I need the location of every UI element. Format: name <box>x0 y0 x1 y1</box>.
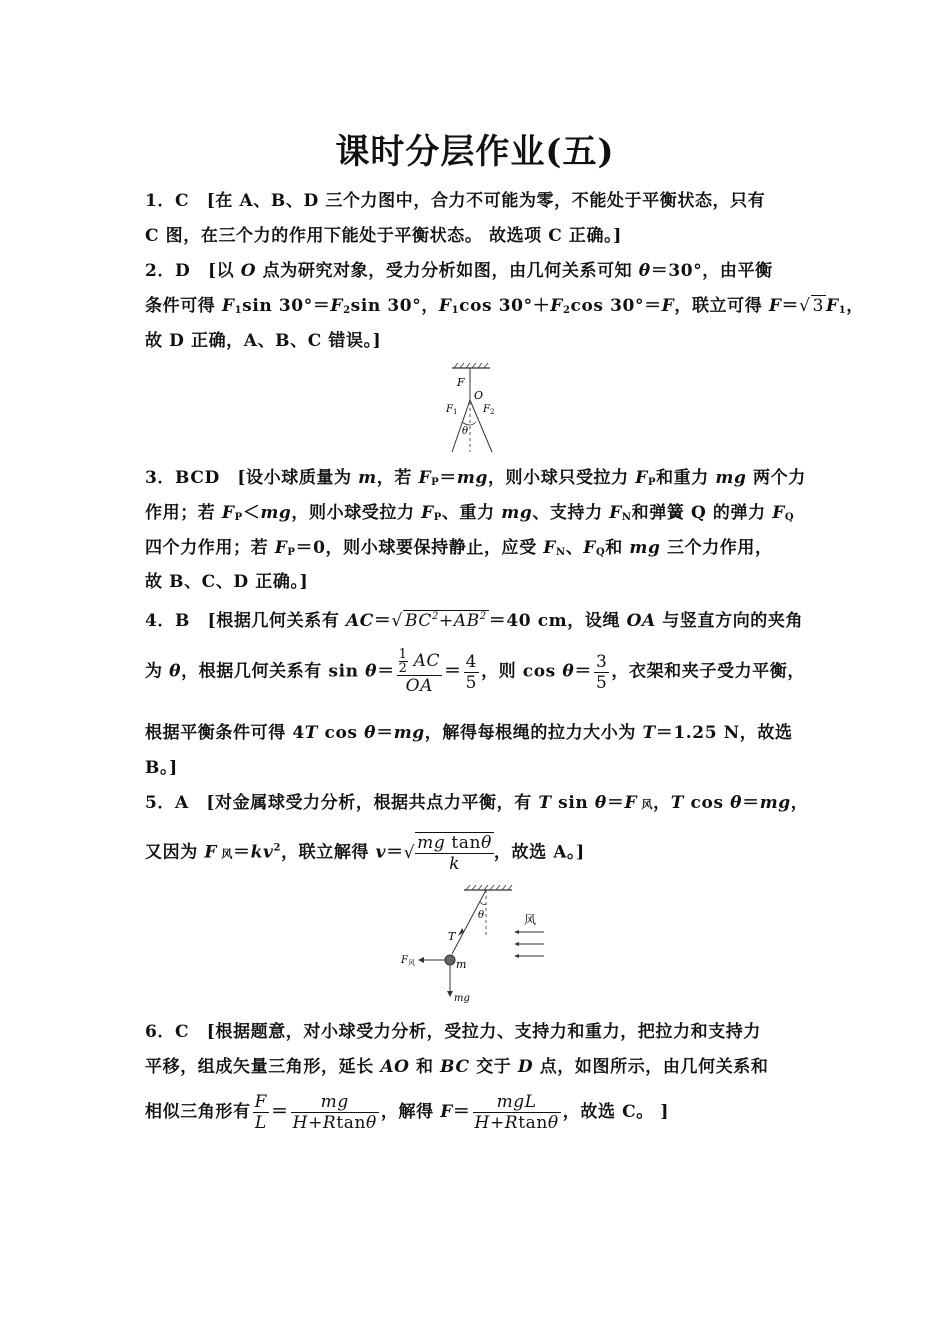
q3-line-3: 四个力作用；若 $F_P=0$，则小球要保持静止，应受 $F_N$、$F_Q$和 mg 三个力作用， <box>145 538 773 558</box>
wind-force-arrowhead <box>418 957 424 963</box>
fraction-4-5: $\frac{4}{5}$ <box>465 651 478 693</box>
fig1-label-F1: $F_1$ <box>446 404 458 416</box>
q3-line-2: 作用；若 $F_P<mg$，则小球受拉力 $F_P$、重力 mg、支持力 $F_N$和弹簧 Q 的弹力 $F_Q$ <box>145 503 795 523</box>
fig2-label-m: m <box>456 958 467 971</box>
metal-ball <box>445 955 455 965</box>
tension-arrowhead <box>458 928 464 936</box>
fig1-label-O: O <box>474 389 484 402</box>
fraction-half-ac-over-oa: $\frac{1}{2}$ AC OA <box>398 647 441 696</box>
fraction-mg-over-H-Rtan: $\frac{mg}{H+Rtan\theta}$ <box>292 1092 377 1133</box>
q2-line-2: 条件可得 $F_1\sin$ $30^\circ=F_2\sin$ 30°，$F_1\cos$ $30^\circ+F_2\cos$ 30°＝F，联立可得 F＝√ 3 $F_1$， <box>145 296 864 316</box>
q4-line-1: 4．B [根据几何关系有 AC＝√ $BC^2+AB^2 =40$ cm，设绳 OA 与竖直方向的夹角 <box>145 611 804 631</box>
angle-arc <box>462 422 476 425</box>
page-title: 课时分层作业(五) <box>335 132 615 172</box>
fig1-label-F: F <box>457 376 465 389</box>
fraction-3-5: $\frac{3}{5}$ <box>595 651 608 693</box>
q3-line-4: 故 B、C、D 正确。] <box>145 572 309 592</box>
fraction-F-over-L: $\frac{F}{L}$ <box>254 1092 268 1133</box>
q4-line-3: 根据平衡条件可得 4T cos θ＝mg，解得每根绳的拉力大小为 T＝1.25 N，故选 <box>145 723 793 743</box>
q2-line-3: 故 D 正确，A、B、C 错误。] <box>145 331 382 351</box>
fig2-label-mg: mg <box>454 993 470 1004</box>
q4-line-4: B。] <box>145 758 178 778</box>
wind-arrowhead <box>514 954 519 958</box>
q6-line-1: 6．C [根据题意，对小球受力分析，受拉力、支持力和重力，把拉力和支持力 <box>145 1022 762 1042</box>
ceiling-hatch-2 <box>466 885 512 890</box>
q1-line-2: C 图，在三个力的作用下能处于平衡状态。 故选项 C 正确。] <box>145 226 622 246</box>
q5-line-2: 又因为 F 风$=kv^2$，联立解得 v＝√ $\frac{\text{mg tanθ}}{k}$ ，故选 A。] <box>145 833 585 874</box>
sqrt-3: √ 3 <box>799 296 825 316</box>
fig2-label-T: T <box>448 930 456 943</box>
wind-arrowhead <box>514 942 519 946</box>
force-diagram-2 <box>398 880 558 1008</box>
fig2-label-wind: 风 <box>524 913 537 927</box>
force-diagram-1 <box>440 362 515 457</box>
fig2-label-Ffeng: $F_风$ <box>401 955 415 967</box>
angle-arc-2 <box>480 902 486 905</box>
q1-line-1: 1．C [在 A、B、D 三个力图中，合力不可能为零，不能处于平衡状态，只有 <box>145 191 766 211</box>
q6-line-3: 相似三角形有 $\frac{F}{L}$ ＝ $\frac{mg}{H+Rtan\theta}$ ，解得 F＝ $\frac{\text{mgL}}{H+Rtan\theta}$ ，故选 C。 ] <box>145 1092 669 1133</box>
sqrt-mgtan-over-k: √ $\frac{\text{mg tanθ}}{k}$ <box>403 833 492 874</box>
fig1-label-F2: $F_2$ <box>483 404 495 416</box>
q4-line-2: 为 θ，根据几何关系有 sin θ＝ $\frac{1}{2}$ AC OA ＝ $\frac{4}{5}$ ，则 cos θ＝ $\frac{3}{5}$ ，衣架和夹子受力平衡， <box>145 647 805 696</box>
q2-line-1: 2．D [以 O 点为研究对象，受力分析如图，由几何关系可知 θ＝30°，由平衡 <box>145 261 773 281</box>
sqrt-bc-ab: √ $BC^2+AB^2$ <box>391 611 487 631</box>
string <box>452 890 486 954</box>
wind-arrows <box>516 932 544 956</box>
gravity-arrowhead <box>447 991 453 997</box>
wind-arrowhead <box>514 930 519 934</box>
q5-line-1: 5．A [对金属球受力分析，根据共点力平衡，有 T sin θ＝F 风，T cos θ＝mg， <box>145 793 809 813</box>
fig2-label-theta: θ <box>478 910 485 921</box>
fig1-label-theta: θ <box>462 426 469 437</box>
fraction-mgL-over-H-Rtan: $\frac{\text{mgL}}{H+Rtan\theta}$ <box>474 1092 559 1133</box>
q3-line-1: 3．BCD [设小球质量为 m，若 $F_P=mg$，则小球只受拉力 $F_P$和重力 mg 两个力 <box>145 468 806 488</box>
q6-line-2: 平移，组成矢量三角形，延长 AO 和 BC 交于 D 点，如图所示，由几何关系和 <box>145 1057 769 1077</box>
ceiling-hatch <box>454 363 488 368</box>
